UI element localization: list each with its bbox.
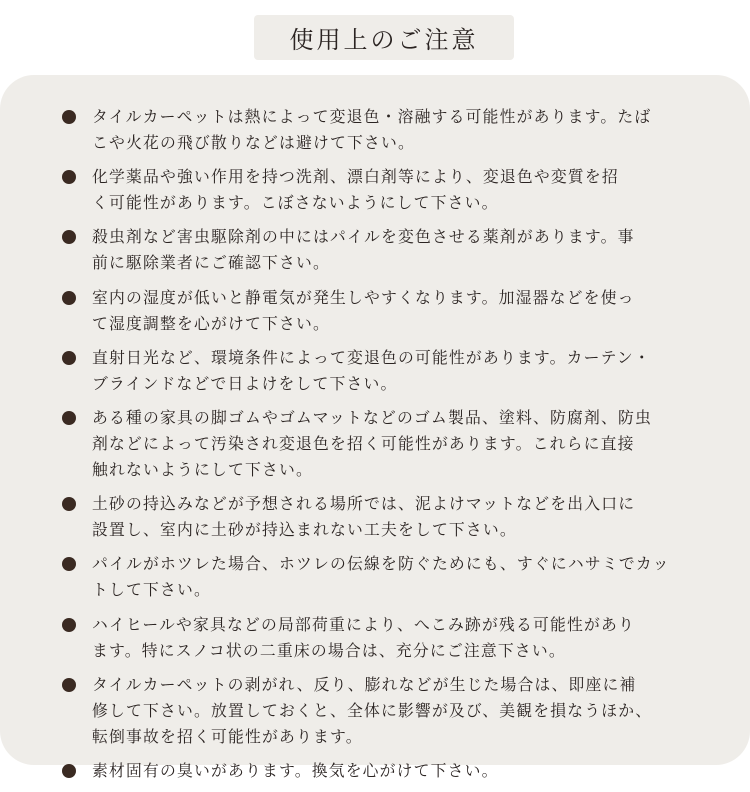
note-line: ます。特にスノコ状の二重床の場合は、充分にご注意下さい。 xyxy=(92,640,566,660)
note-line: 殺虫剤など害虫駆除剤の中にはパイルを変色させる薬剤があります。事 xyxy=(92,227,635,247)
note-line: 化学薬品や強い作用を持つ洗剤、漂白剤等により、変退色や変質を招 xyxy=(92,167,619,187)
note-line: 室内の湿度が低いと静電気が発生しやすくなります。加湿器などを使っ xyxy=(92,287,635,307)
note-item xyxy=(62,405,702,483)
note-line: く可能性があります。こぼさないようにして下さい。 xyxy=(92,193,499,213)
note-line: 剤などによって汚染され変退色を招く可能性があります。これらに直接 xyxy=(92,433,635,453)
note-line: 設置し、室内に土砂が持込まれない工夫をして下さい。 xyxy=(92,520,517,540)
note-item xyxy=(62,345,702,397)
note-line: 触れないようにして下さい。 xyxy=(92,459,313,479)
note-text xyxy=(92,551,670,603)
note-text xyxy=(92,224,635,276)
note-line: タイルカーペットは熱によって変退色・溶融する可能性があります。たば xyxy=(92,107,652,126)
bullet-icon xyxy=(62,411,76,425)
note-line: 土砂の持込みなどが予想される場所では、泥よけマットなどを出入口に xyxy=(92,494,636,514)
bullet-icon xyxy=(62,557,76,571)
bullet-icon xyxy=(62,618,76,632)
bullet-icon xyxy=(62,291,76,305)
notes-list xyxy=(62,104,702,792)
note-line: 前に駆除業者にご確認下さい。 xyxy=(92,253,330,273)
bullet-icon xyxy=(62,497,76,511)
bullet-icon xyxy=(62,764,76,778)
note-line: 修して下さい。放置しておくと、全体に影響が及び、美観を損なうほか、 xyxy=(92,700,653,720)
note-line: 素材固有の臭いがあります。換気を心がけて下さい。 xyxy=(92,760,499,780)
note-text xyxy=(92,758,499,784)
note-text xyxy=(92,285,635,337)
note-line: 転倒事故を招く可能性があります。 xyxy=(92,726,363,746)
note-item xyxy=(62,491,702,543)
note-line: パイルがホツレた場合、ホツレの伝線を防ぐためにも、すぐにハサミでカッ xyxy=(92,554,670,574)
note-text xyxy=(92,164,619,216)
note-text xyxy=(92,104,651,156)
note-item xyxy=(62,612,702,664)
note-text xyxy=(92,491,635,543)
note-text xyxy=(92,405,652,483)
bullet-icon xyxy=(62,110,76,124)
bullet-icon xyxy=(62,351,76,365)
note-line: ハイヒールや家具などの局部荷重により、へこみ跡が残る可能性があり xyxy=(92,614,635,634)
note-line: トして下さい。 xyxy=(92,580,211,600)
note-item xyxy=(62,104,702,156)
note-line: て湿度調整を心がけて下さい。 xyxy=(92,313,330,333)
bullet-icon xyxy=(62,170,76,184)
note-item xyxy=(62,758,702,784)
bullet-icon xyxy=(62,678,76,692)
note-line: ブラインドなどで日よけをして下さい。 xyxy=(92,373,398,393)
note-item xyxy=(62,224,702,276)
note-line: ある種の家具の脚ゴムやゴムマットなどのゴム製品、塗料、防腐剤、防虫 xyxy=(92,407,652,427)
note-line: タイルカーペットの剥がれ、反り、膨れなどが生じた場合は、即座に補 xyxy=(92,674,637,694)
bullet-icon xyxy=(62,230,76,244)
note-line: こや火花の飛び散りなどは避けて下さい。 xyxy=(92,133,415,152)
note-text xyxy=(92,672,652,750)
note-text xyxy=(92,612,635,664)
title-badge xyxy=(254,15,514,60)
note-item xyxy=(62,285,702,337)
page-title: 使用上のご注意 xyxy=(289,26,479,54)
note-item xyxy=(62,164,702,216)
note-text xyxy=(92,345,651,397)
note-item xyxy=(62,672,702,750)
note-item xyxy=(62,551,702,603)
note-line: 直射日光など、環境条件によって変退色の可能性があります。カーテン・ xyxy=(92,347,651,367)
